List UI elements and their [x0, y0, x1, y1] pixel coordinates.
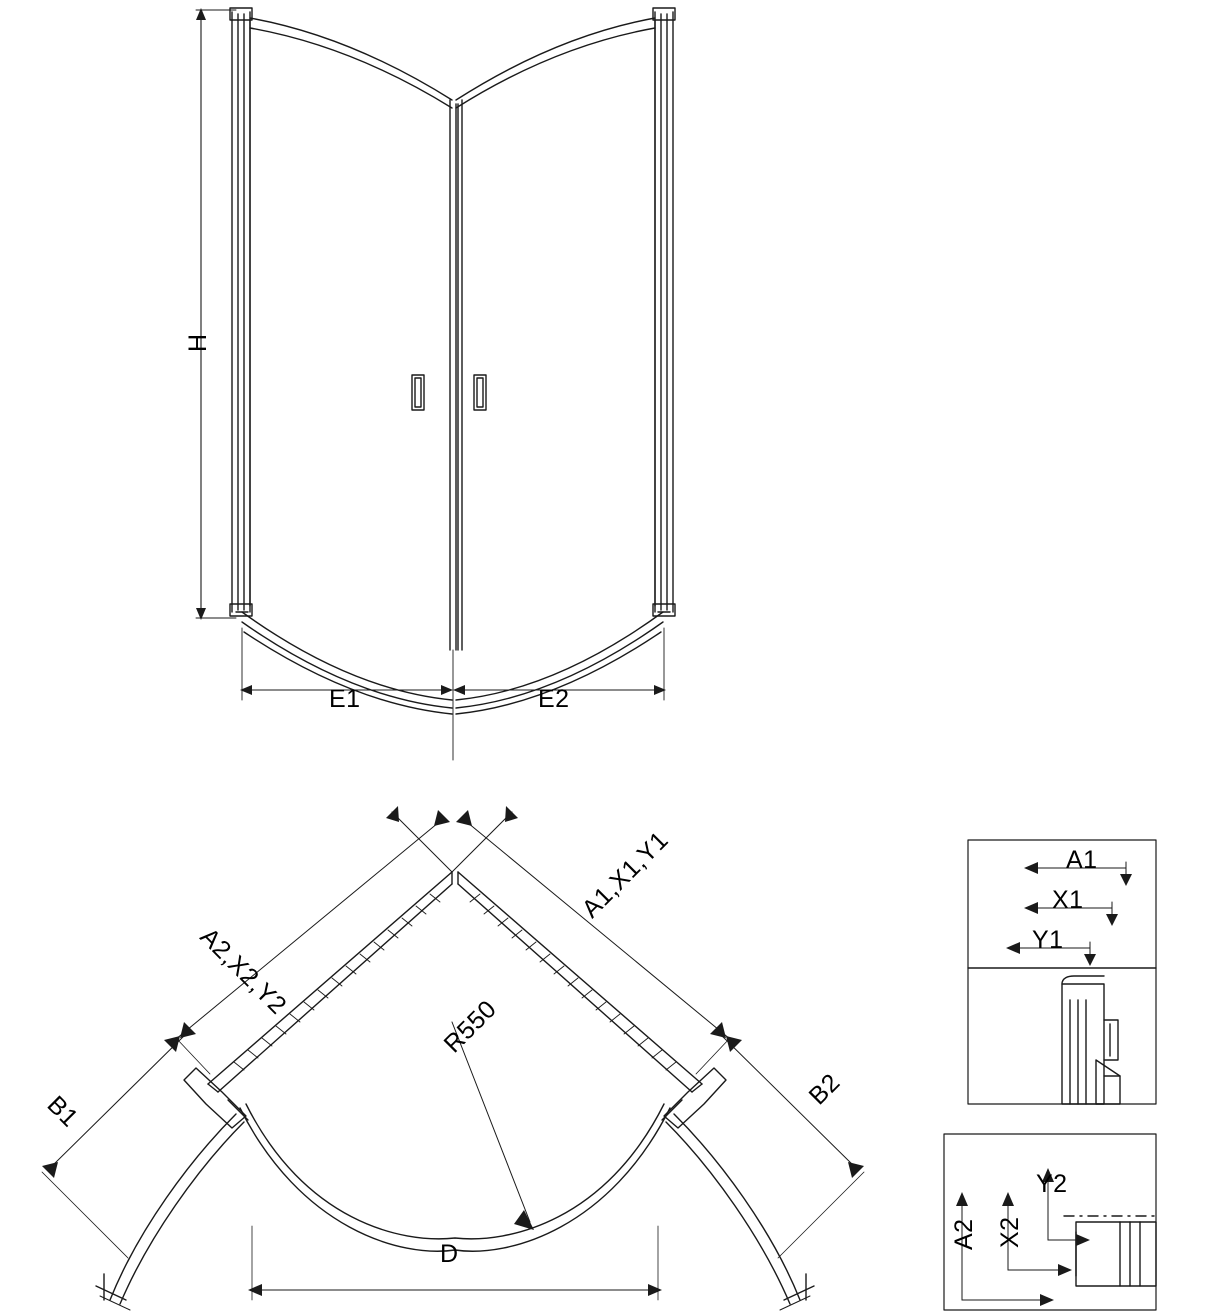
dimension-label-e2: E2: [538, 685, 570, 713]
dimension-label-height: H: [184, 333, 212, 352]
dimension-label-a1x1y1: A1,X1,Y1: [576, 826, 674, 924]
front-elevation-view: [196, 8, 675, 760]
detail-label-y1: Y1: [1032, 926, 1064, 954]
dimension-label-d: D: [440, 1240, 459, 1268]
dimension-label-e1: E1: [329, 685, 361, 713]
dimension-label-b2: B2: [803, 1068, 846, 1111]
detail-label-a2: A2: [950, 1218, 978, 1250]
detail-label-a1: A1: [1066, 846, 1098, 874]
detail-label-x2: X2: [996, 1216, 1024, 1248]
dimension-label-a2x2y2: A2,X2,Y2: [194, 922, 292, 1020]
detail-label-x1: X1: [1052, 886, 1084, 914]
detail-label-y2: Y2: [1036, 1170, 1068, 1198]
dimension-label-radius: R550: [438, 994, 503, 1059]
dimension-label-b1: B1: [41, 1090, 84, 1133]
detail-top-view: [968, 840, 1156, 1104]
plan-view: [42, 806, 864, 1310]
